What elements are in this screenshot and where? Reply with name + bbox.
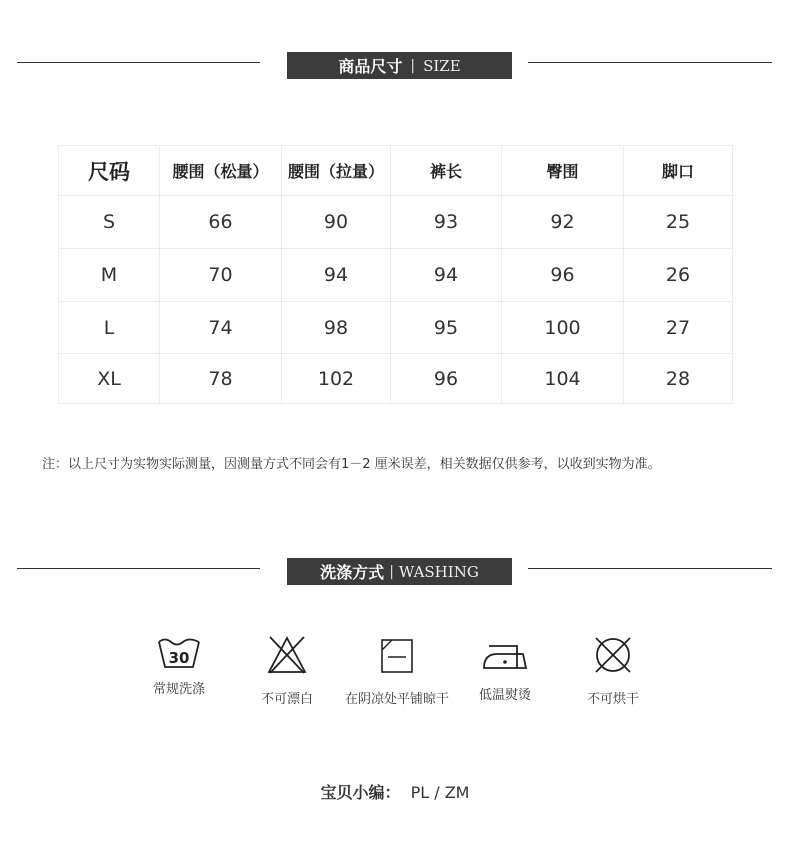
measurement-note: 注：以上尺寸为实物实际测量，因测量方式不同会有1－2 厘米误差，相关数据仅供参考，以收到实物为准。: [42, 457, 661, 472]
wash-label: 常规洗涤: [152, 682, 205, 697]
wash-label: 在阴凉处平铺晾干: [344, 692, 449, 707]
editor-line: [0, 780, 790, 803]
wash-label: 不可漂白: [260, 692, 313, 707]
no-bleach-icon: [266, 634, 308, 676]
table-row: [59, 354, 733, 404]
wash-label: 低温熨烫: [478, 688, 531, 703]
editor-label: 宝贝小编：: [320, 783, 401, 802]
table-cell: 94: [391, 249, 502, 302]
wash-label: 不可烘干: [586, 692, 639, 707]
table-cell: 26: [624, 249, 733, 302]
table-cell: 96: [502, 249, 624, 302]
table-cell: 90: [282, 196, 391, 249]
wash-divider-left: [17, 568, 260, 569]
low-iron-icon: [481, 642, 529, 672]
table-cell: 94: [282, 249, 391, 302]
size-section-banner: [287, 52, 512, 79]
size-title-cn: 商品尺寸: [338, 57, 403, 76]
wash-title-separator: |: [389, 563, 394, 580]
table-row: [59, 196, 733, 249]
size-divider-right: [528, 62, 772, 63]
table-row: [59, 249, 733, 302]
size-table-header-row: [59, 146, 733, 196]
table-cell: 93: [391, 196, 502, 249]
wash-item-no-tumble-dry: [548, 634, 678, 707]
no-tumble-dry-icon: [592, 634, 634, 676]
wash-title-en: WASHING: [398, 562, 479, 581]
table-row: [59, 302, 733, 354]
table-cell: 25: [624, 196, 733, 249]
header-cell: 裤长: [391, 146, 502, 196]
table-cell: 70: [160, 249, 282, 302]
dry-flat-shade-icon: [380, 638, 414, 674]
size-divider-left: [17, 62, 260, 63]
wash-30-icon: [156, 636, 202, 670]
table-cell: 74: [160, 302, 282, 354]
size-table: [58, 145, 733, 404]
table-cell: 92: [502, 196, 624, 249]
table-cell: 98: [282, 302, 391, 354]
table-cell: 27: [624, 302, 733, 354]
size-label-cell: XL: [59, 354, 160, 404]
editor-value: PL / ZM: [410, 783, 470, 802]
size-title-separator: |: [410, 57, 416, 74]
wash-title-cn: 洗涤方式: [320, 563, 385, 582]
table-cell: 100: [502, 302, 624, 354]
table-cell: 102: [282, 354, 391, 404]
header-cell: 尺码: [59, 146, 160, 196]
header-cell: 腰围（松量）: [160, 146, 282, 196]
table-cell: 66: [160, 196, 282, 249]
size-label-cell: S: [59, 196, 160, 249]
header-cell: 臀围: [502, 146, 624, 196]
wash-temperature: 30: [168, 649, 190, 667]
header-cell: 脚口: [624, 146, 733, 196]
table-cell: 28: [624, 354, 733, 404]
table-cell: 104: [502, 354, 624, 404]
table-cell: 96: [391, 354, 502, 404]
wash-section-banner: [287, 558, 512, 585]
size-title-en: SIZE: [423, 56, 461, 75]
table-cell: 95: [391, 302, 502, 354]
size-label-cell: M: [59, 249, 160, 302]
size-label-cell: L: [59, 302, 160, 354]
wash-divider-right: [528, 568, 772, 569]
header-cell: 腰围（拉量）: [282, 146, 391, 196]
table-cell: 78: [160, 354, 282, 404]
